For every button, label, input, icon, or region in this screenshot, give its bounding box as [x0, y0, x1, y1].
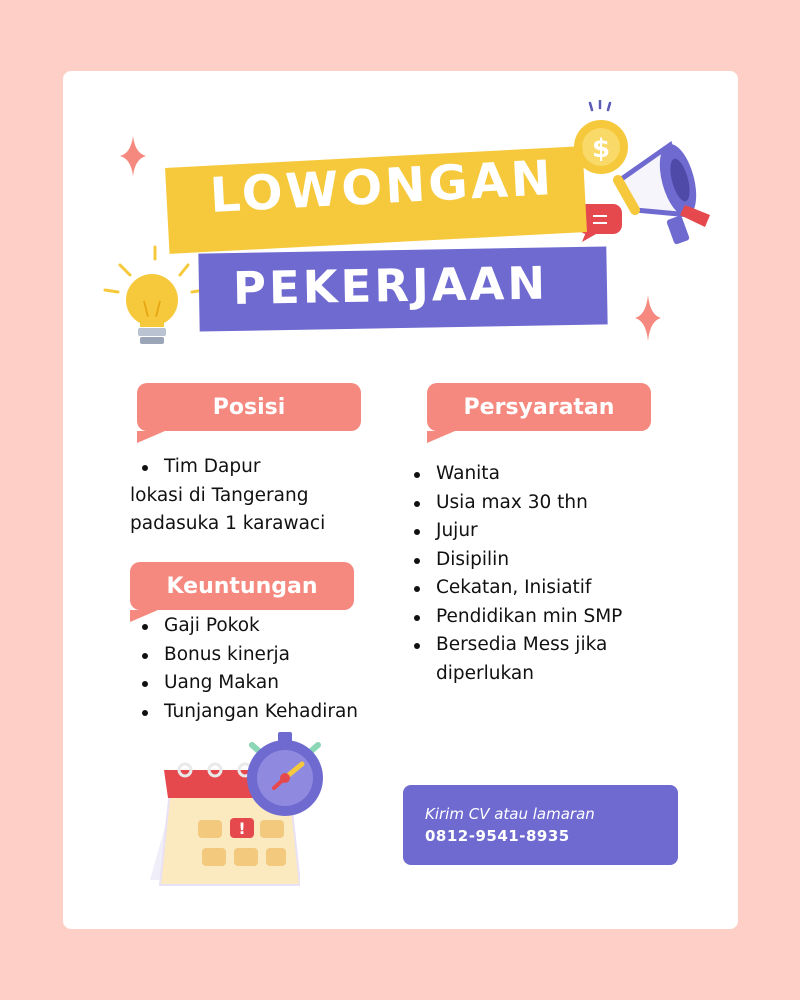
- svg-text:$: $: [591, 134, 611, 164]
- posisi-section: [130, 453, 325, 539]
- lightbulb-icon: [100, 245, 210, 355]
- posisi-heading: Posisi: [137, 383, 361, 431]
- list-item: Pendidikan min SMP: [402, 603, 622, 632]
- keuntungan-section: [130, 612, 358, 726]
- list-item: Bonus kinerja: [130, 641, 358, 670]
- persyaratan-heading: Persyaratan: [427, 383, 651, 431]
- list-item: Usia max 30 thn: [402, 489, 622, 518]
- list-item: Tunjangan Kehadiran: [130, 698, 358, 727]
- list-item: Disipilin: [402, 546, 622, 575]
- list-item: Cekatan, Inisiatif: [402, 574, 622, 603]
- sparkle-icon: [635, 295, 661, 341]
- list-item: Gaji Pokok: [130, 612, 358, 641]
- posisi-location-line: lokasi di Tangerang: [130, 484, 309, 506]
- posisi-location-line: padasuka 1 karawaci: [130, 513, 326, 534]
- header-title-line1: LOWONGAN: [208, 150, 556, 224]
- sparkle-icon: [120, 136, 146, 176]
- list-item: Uang Makan: [130, 669, 358, 698]
- keuntungan-heading: Keuntungan: [130, 562, 354, 610]
- list-item: Wanita: [402, 460, 622, 489]
- header-title-line2: PEKERJAAN: [232, 256, 549, 315]
- contact-phone[interactable]: 0812-9541-8935: [425, 827, 570, 845]
- list-item: Jujur: [402, 517, 622, 546]
- list-item: Bersedia Mess jika: [402, 631, 622, 660]
- alarm-clock-icon: [240, 730, 330, 820]
- persyaratan-section: [402, 460, 622, 688]
- contact-instruction: Kirim CV atau lamaran: [425, 805, 595, 823]
- list-item-continuation: diperlukan: [436, 662, 534, 684]
- svg-text:!: !: [238, 819, 246, 838]
- contact-box: [403, 785, 678, 865]
- list-item: Tim Dapur: [130, 453, 325, 482]
